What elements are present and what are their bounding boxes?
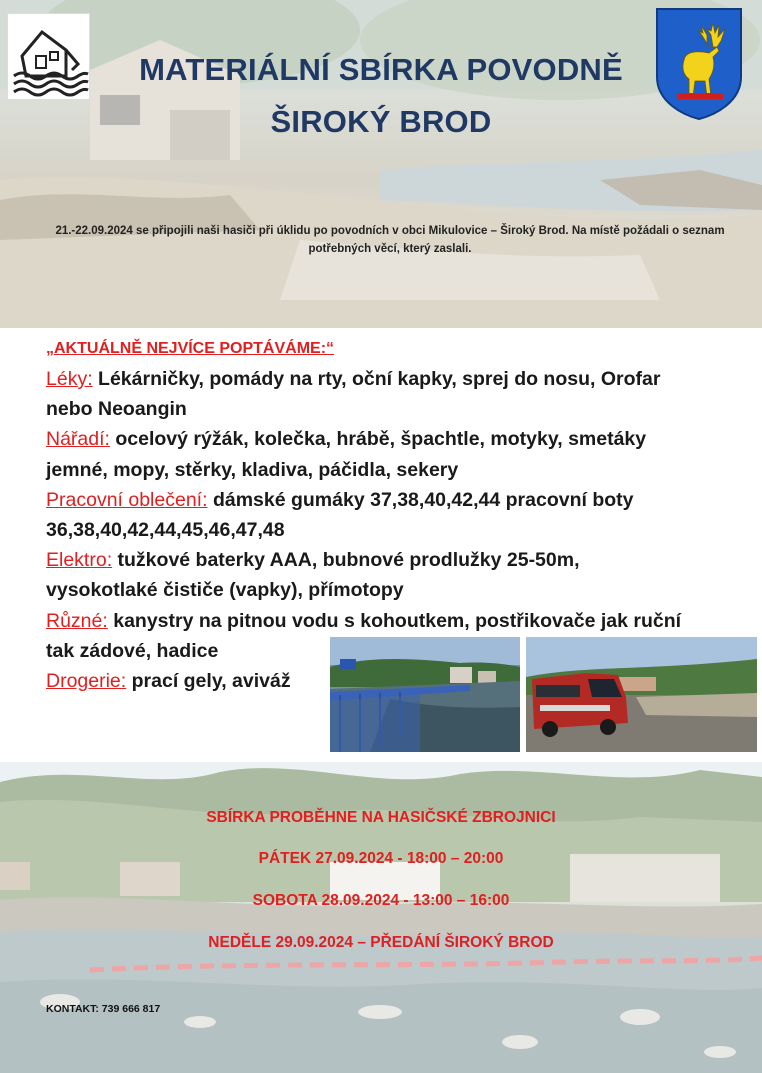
list-item-toiletries <box>46 666 336 696</box>
category-label: Různé: <box>46 609 108 632</box>
collection-time-saturday: SOBOTA 28.09.2024 - 13:00 – 16:00 <box>252 892 510 909</box>
category-items: ocelový rýžák, kolečka, hrábě, špachtle, motyky, smetáky jemné, mopy, stěrky, kladiva, páčidla, sekery <box>46 428 647 481</box>
wanted-heading: „AKTUÁLNĚ NEJVÍCE POPTÁVÁME:“ <box>46 340 335 357</box>
bridge-photo <box>330 637 520 752</box>
handover-sunday: NEDĚLE 29.09.2024 – PŘEDÁNÍ ŠIROKÝ BROD <box>208 934 554 951</box>
banner-overlay <box>0 0 762 328</box>
category-label: Léky: <box>46 368 93 390</box>
category-label: Elektro: <box>46 549 113 572</box>
category-label: Nářadí: <box>46 428 110 451</box>
category-items: prací gely, aviváž <box>131 670 291 693</box>
page-title-line-1: MATERIÁLNÍ SBÍRKA POVODNĚ <box>139 52 623 87</box>
category-label: Drogerie: <box>46 670 127 693</box>
collection-location: SBÍRKA PROBĚHNE NA HASIČSKÉ ZBROJNICI <box>206 809 556 826</box>
category-items: dámské gumáky 37,38,40,42,44 pracovní boty 36,38,40,42,44,45,46,47,48 <box>46 488 634 542</box>
intro-paragraph: 21.-22.09.2024 se připojili naši hasiči při úklidu po povodních v obci Mikulovice – Široký Brod. Na místě požádali o seznam potřebných věcí, který zaslali. <box>55 225 725 255</box>
category-items: kanystry na pitnou vodu s kohoutkem, postřikovače jak ruční tak zádové, hadice <box>46 609 682 662</box>
category-items: tužkové baterky AAA, bubnové prodlužky 25-50m, vysokotlaké čističe (vapky), přímotopy <box>46 549 580 602</box>
top-flood-photo-banner <box>0 0 762 328</box>
list-item-medicine <box>46 364 686 424</box>
list-item-workwear <box>46 485 686 545</box>
fire-truck-photo <box>526 637 757 752</box>
list-item-tools <box>46 424 686 484</box>
collection-time-friday: PÁTEK 27.09.2024 - 18:00 – 20:00 <box>258 850 504 867</box>
page-title-line-2: ŠIROKÝ BROD <box>270 104 492 139</box>
contact-info: KONTAKT: 739 666 817 <box>46 1003 161 1015</box>
category-items: Lékárničky, pomády na rty, oční kapky, sprej do nosu, Orofar nebo Neoangin <box>46 368 661 421</box>
category-label: Pracovní oblečení: <box>46 488 208 511</box>
list-item-electro <box>46 545 686 605</box>
